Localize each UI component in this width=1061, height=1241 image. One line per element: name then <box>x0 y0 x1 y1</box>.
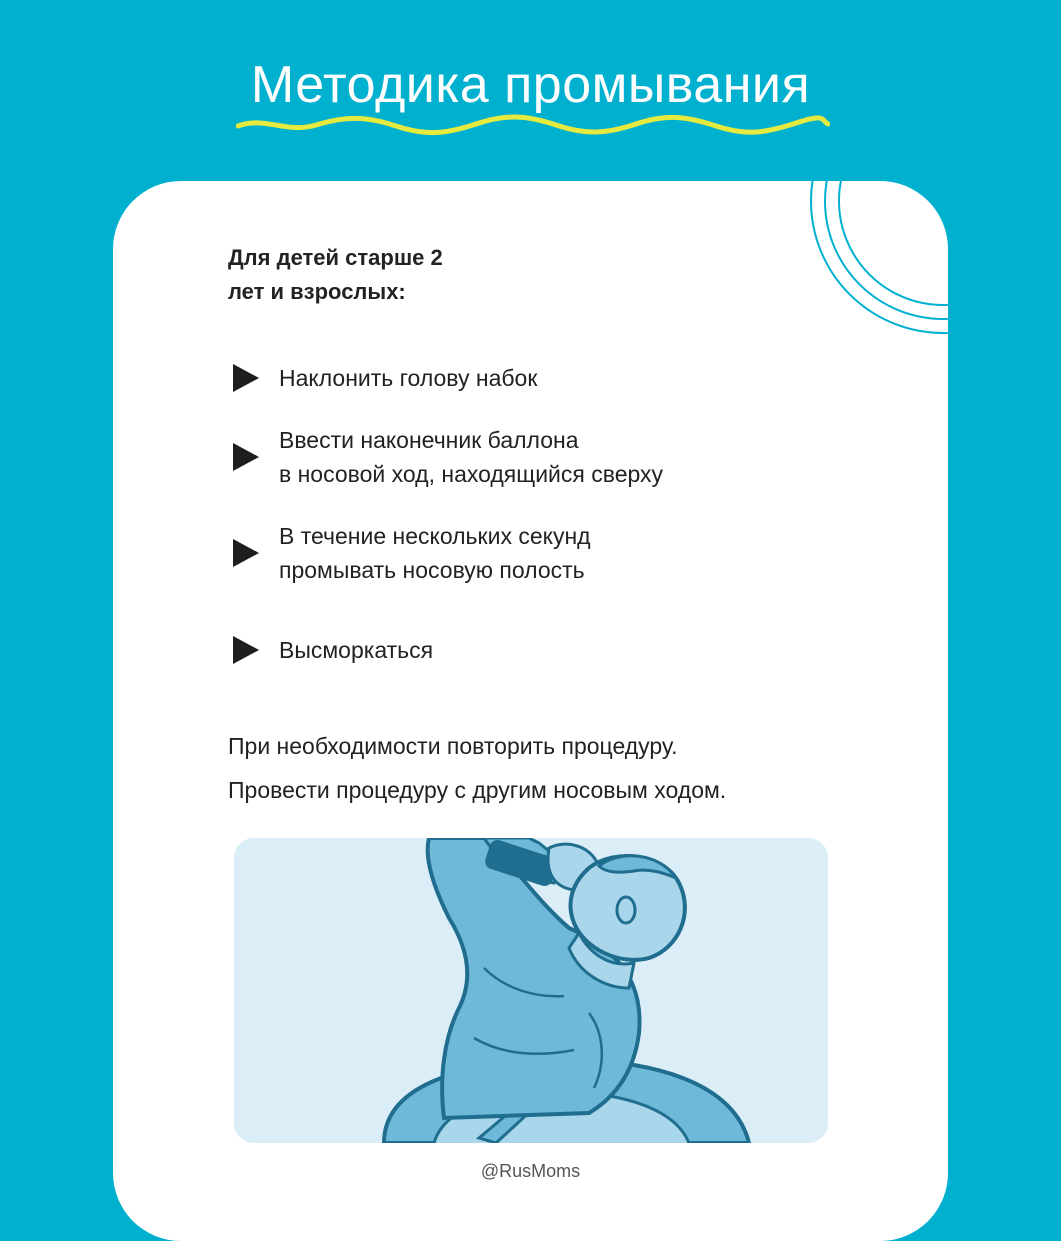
step-text-line: Ввести наконечник баллона <box>279 427 579 453</box>
content-card <box>113 181 948 1241</box>
step-item-4 <box>233 633 433 667</box>
play-triangle-icon <box>233 636 259 664</box>
step-text-line: в носовой ход, находящийся сверху <box>279 461 664 487</box>
play-triangle-icon <box>233 443 259 471</box>
author-credit: @RusMoms <box>480 1161 581 1181</box>
step-item-3 <box>233 519 591 587</box>
step-text-line: промывать носовую полость <box>279 557 585 583</box>
audience-heading-line-2: лет и взрослых: <box>228 279 406 304</box>
step-text <box>279 519 591 587</box>
step-text <box>279 423 663 491</box>
step-text <box>279 633 433 667</box>
step-item-1 <box>233 361 537 395</box>
note-repeat: При необходимости повторить процедуру. <box>228 733 678 759</box>
person-rinsing-nose-over-sink-illustration <box>234 838 828 1143</box>
audience-heading <box>228 241 443 309</box>
decorative-circles-icon <box>788 181 948 341</box>
page-title: Методика промывания <box>250 56 811 114</box>
nasal-rinse-illustration <box>234 838 828 1143</box>
step-text-line: Наклонить голову набок <box>279 365 538 391</box>
note-other-nostril: Провести процедуру с другим носовым ходом. <box>228 777 727 803</box>
title-underline-squiggle <box>236 112 830 138</box>
step-item-2 <box>233 423 663 491</box>
play-triangle-icon <box>233 364 259 392</box>
step-text <box>279 361 537 395</box>
audience-heading-line-1: Для детей старше 2 <box>228 245 443 270</box>
step-text-line: Высморкаться <box>279 637 434 663</box>
step-text-line: В течение нескольких секунд <box>279 523 591 549</box>
play-triangle-icon <box>233 539 259 567</box>
